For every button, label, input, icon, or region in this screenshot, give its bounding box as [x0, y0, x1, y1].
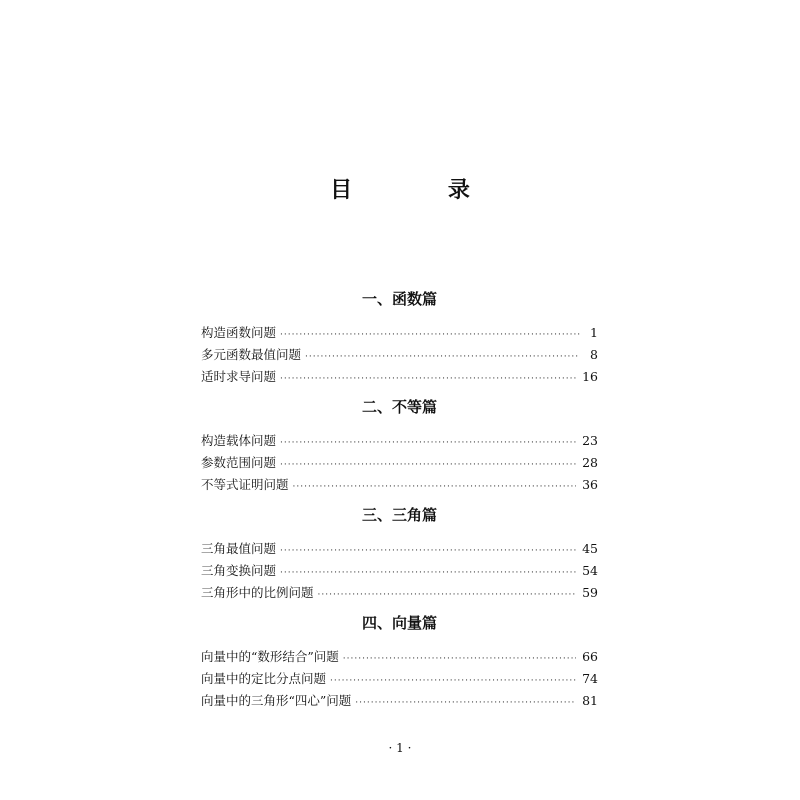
- dot-leader: [280, 324, 580, 346]
- entry-title: 不等式证明问题: [201, 477, 289, 492]
- toc-entry[interactable]: [201, 322, 598, 344]
- entry-page-number: 45: [582, 541, 598, 556]
- entry-page-number: 28: [582, 455, 598, 470]
- entry-title: 构造载体问题: [201, 433, 277, 448]
- entry-page-number: 23: [582, 433, 598, 448]
- toc-entry[interactable]: [201, 582, 598, 604]
- toc-entry[interactable]: [201, 474, 598, 496]
- dot-leader: [280, 368, 576, 390]
- toc-section: [201, 396, 598, 496]
- entry-page-number: 59: [582, 585, 598, 600]
- entry-title: 向量中的三角形“四心”问题: [201, 693, 352, 708]
- entry-title: 参数范围问题: [201, 455, 277, 470]
- dot-leader: [293, 476, 577, 498]
- toc-entry[interactable]: [201, 366, 598, 388]
- page-title: 目 录: [330, 178, 514, 203]
- entry-title: 多元函数最值问题: [201, 347, 302, 362]
- entry-title: 向量中的定比分点问题: [201, 671, 327, 686]
- toc-entry[interactable]: [201, 430, 598, 452]
- toc-entry[interactable]: [201, 538, 598, 560]
- section-heading: 一、函数篇: [361, 290, 437, 308]
- table-of-contents: [201, 288, 598, 712]
- toc-entry[interactable]: [201, 344, 598, 366]
- toc-entry[interactable]: [201, 646, 598, 668]
- entry-page-number: 66: [582, 649, 598, 664]
- section-heading: 三、三角篇: [361, 506, 437, 524]
- dot-leader: [305, 346, 580, 368]
- dot-leader: [318, 584, 577, 606]
- dot-leader: [280, 540, 576, 562]
- section-heading: 四、向量篇: [361, 614, 437, 632]
- entry-page-number: 16: [582, 369, 598, 384]
- entry-title: 向量中的“数形结合”问题: [201, 649, 339, 664]
- page-number-footer: · 1 ·: [388, 741, 412, 755]
- toc-entry[interactable]: [201, 452, 598, 474]
- toc-entry[interactable]: [201, 668, 598, 690]
- entry-title: 构造函数问题: [201, 325, 277, 340]
- dot-leader: [280, 432, 576, 454]
- entry-page-number: 74: [582, 671, 598, 686]
- dot-leader: [330, 670, 576, 692]
- entry-page-number: 8: [590, 347, 598, 362]
- entry-page-number: 1: [590, 325, 598, 340]
- entry-title: 三角最值问题: [201, 541, 277, 556]
- entry-title: 三角形中的比例问题: [201, 585, 314, 600]
- toc-section: [201, 612, 598, 712]
- dot-leader: [280, 454, 576, 476]
- toc-entry[interactable]: [201, 690, 598, 712]
- dot-leader: [343, 648, 576, 670]
- toc-entry[interactable]: [201, 560, 598, 582]
- entry-page-number: 36: [582, 477, 598, 492]
- entry-page-number: 81: [582, 693, 598, 708]
- section-heading: 二、不等篇: [361, 398, 437, 416]
- entry-page-number: 54: [582, 563, 598, 578]
- toc-section: [201, 504, 598, 604]
- entry-title: 适时求导问题: [201, 369, 277, 384]
- dot-leader: [280, 562, 576, 584]
- dot-leader: [355, 692, 576, 714]
- toc-section: [201, 288, 598, 388]
- entry-title: 三角变换问题: [201, 563, 277, 578]
